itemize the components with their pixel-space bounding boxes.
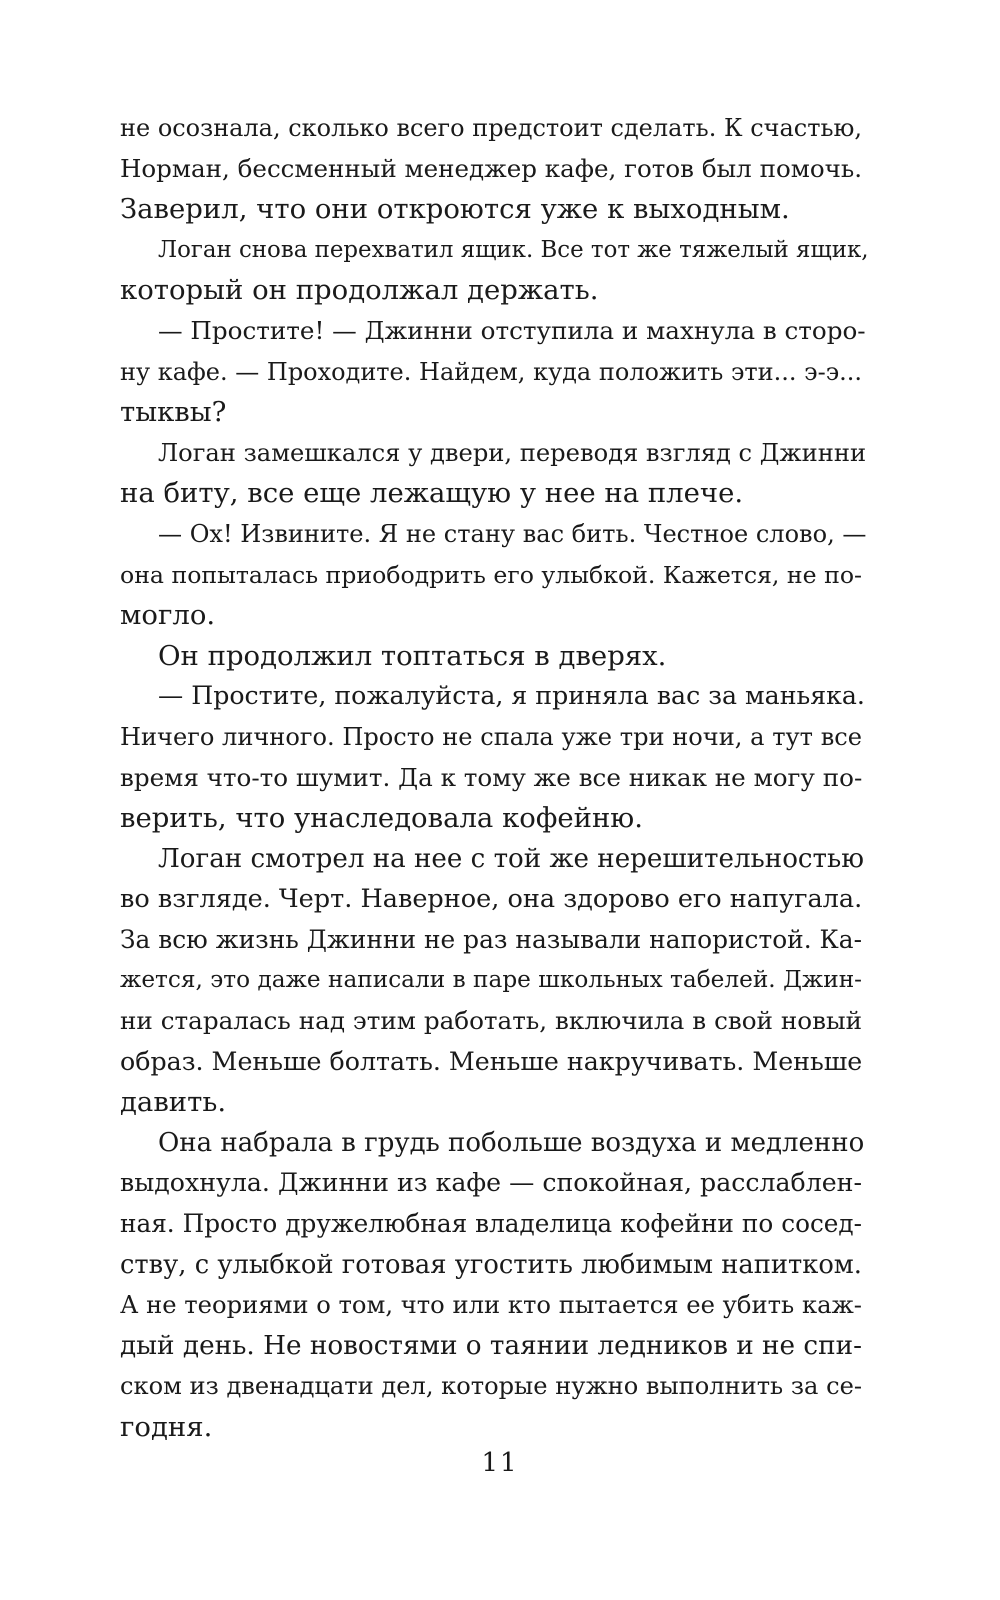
text-line: — Ох! Извините. Я не стану вас бить. Честное слово, — (158, 519, 867, 548)
text-line: она попыталась приободрить его улыбкой. Кажется, не по- (120, 560, 862, 589)
text-line: Она набрала в грудь побольше воздуха и медленно (158, 1127, 865, 1158)
text-line: который он продолжал держать. (120, 274, 599, 307)
text-line: Заверил, что они откроются уже к выходным. (120, 193, 790, 226)
body-text (120, 108, 869, 1448)
text-line: Он продолжил топтаться в дверях. (158, 639, 667, 672)
text-line: Ничего личного. Просто не спала уже три ночи, а тут все (120, 722, 862, 751)
text-line: во взгляде. Черт. Наверное, она здорово его напугала. (120, 884, 863, 915)
text-line: Логан смотрел на нее с той же нерешительностью (158, 843, 864, 874)
text-line: Норман, бессменный менеджер кафе, готов был помочь. (120, 153, 862, 183)
text-line: Логан снова перехватил ящик. Все тот же тяжелый ящик, (158, 236, 869, 263)
text-line: ная. Просто дружелюбная владелица кофейни по сосед- (120, 1209, 862, 1239)
text-line: жется, это даже написали в паре школьных табелей. Джин- (120, 966, 862, 994)
text-line: За всю жизнь Джинни не раз называли напористой. Ка- (120, 924, 862, 954)
page-number: 11 (481, 1448, 519, 1478)
text-line: давить. (120, 1086, 227, 1119)
text-line: не осознала, сколько всего предстоит сделать. К счастью, (120, 114, 862, 142)
text-line: — Простите! — Джинни отступила и махнула в сторо- (158, 315, 866, 345)
text-line: — Простите, пожалуйста, я приняла вас за маньяка. (158, 681, 865, 711)
text-line: время что-то шумит. Да к тому же все никак не могу по- (120, 762, 863, 792)
text-line: верить, что унаследовала кофейню. (120, 802, 643, 835)
text-line: дый день. Не новостями о таянии ледников и не спи- (120, 1330, 862, 1361)
text-line: могло. (120, 599, 216, 632)
text-line: тыквы? (120, 396, 227, 429)
text-line: выдохнула. Джинни из кафе — спокойная, расслаблен- (120, 1168, 862, 1198)
text-line: А не теориями о том, что или кто пытается ее убить каж- (120, 1291, 862, 1320)
text-line: ству, с улыбкой готовая угостить любимым напитком. (120, 1249, 862, 1280)
text-line: годня. (120, 1411, 213, 1443)
text-line: ни старалась над этим работать, включила в свой новый (120, 1006, 862, 1036)
text-line: ну кафе. — Проходите. Найдем, куда положить эти... э-э... (120, 357, 862, 386)
text-line: на биту, все еще лежащую у нее на плече. (120, 477, 744, 510)
text-line: образ. Меньше болтать. Меньше накручивать. Меньше (120, 1046, 863, 1076)
text-line: Логан замешкался у двери, переводя взгляд с Джинни (158, 438, 867, 467)
text-line: ском из двенадцати дел, которые нужно выполнить за се- (120, 1372, 862, 1401)
